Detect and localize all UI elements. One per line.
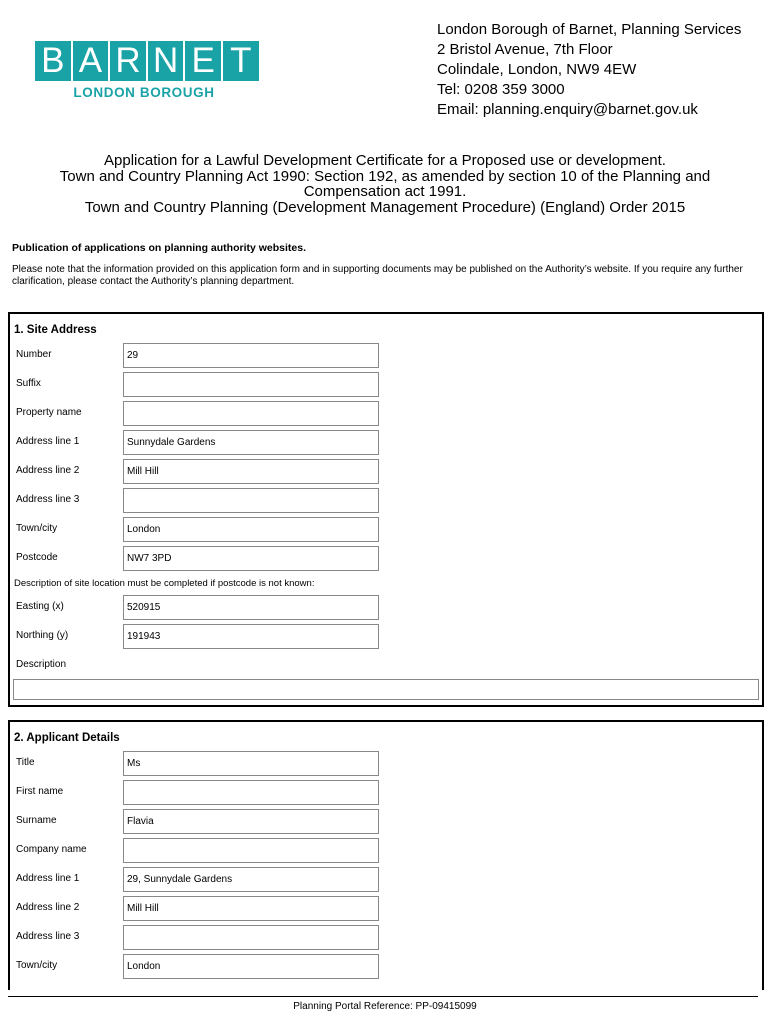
- field-label: Surname: [16, 815, 57, 826]
- field-label: Address line 2: [16, 902, 80, 913]
- field-label: Northing (y): [16, 630, 69, 641]
- applicant-address-line-1-field[interactable]: 29, Sunnydale Gardens: [123, 867, 379, 892]
- section-title: 2. Applicant Details: [14, 732, 120, 744]
- logo-letters: [35, 41, 259, 81]
- field-label: Address line 2: [16, 465, 80, 476]
- field-label: Town/city: [16, 523, 58, 534]
- address-line-3-field[interactable]: [123, 488, 379, 513]
- field-label: Description: [16, 659, 67, 670]
- applicant-details-section: [8, 720, 764, 990]
- section-title: 1. Site Address: [14, 324, 97, 336]
- logo-letter: N: [148, 41, 184, 81]
- field-label: Company name: [16, 844, 87, 855]
- logo-letter: R: [110, 41, 146, 81]
- northing-field[interactable]: 191943: [123, 624, 379, 649]
- title-field[interactable]: Ms: [123, 751, 379, 776]
- surname-field[interactable]: Flavia: [123, 809, 379, 834]
- address-phone: Tel: 0208 359 3000: [437, 81, 565, 98]
- logo-letter: B: [35, 41, 71, 81]
- field-row-address-line-1: [16, 867, 388, 892]
- council-address: [437, 20, 741, 120]
- field-label: Address line 1: [16, 436, 80, 447]
- address-line: Colindale, London, NW9 4EW: [437, 61, 637, 78]
- field-label: Postcode: [16, 552, 58, 563]
- field-row-town-city: [16, 954, 388, 979]
- field-row-address-line-3: [16, 488, 388, 513]
- publication-heading: Publication of applications on planning authority websites.: [12, 242, 307, 254]
- field-row-address-line-2: [16, 459, 388, 484]
- field-label: Address line 1: [16, 873, 80, 884]
- location-note: Description of site location must be completed if postcode is not known:: [14, 578, 315, 589]
- field-label: Address line 3: [16, 494, 80, 505]
- publication-text: Please note that the information provided on this application form and in supporting documents may be published on the Authority’s website. If you require any further clarification, please contact the Authority’s planning department.: [12, 264, 743, 287]
- first-name-field[interactable]: [123, 780, 379, 805]
- easting-field[interactable]: 520915: [123, 595, 379, 620]
- title-line: Town and Country Planning Act 1990: Section 192, as amended by section 10 of the Planning and: [59, 167, 711, 185]
- field-row-title: [16, 751, 388, 776]
- field-row-northing: [16, 624, 388, 649]
- applicant-address-line-2-field[interactable]: Mill Hill: [123, 896, 379, 921]
- field-label: Address line 3: [16, 931, 80, 942]
- title-line: Application for a Lawful Development Certificate for a Proposed use or development.: [104, 152, 666, 169]
- applicant-town-city-field[interactable]: London: [123, 954, 379, 979]
- property-name-field[interactable]: [123, 401, 379, 426]
- number-field[interactable]: 29: [123, 343, 379, 368]
- town-city-field[interactable]: London: [123, 517, 379, 542]
- barnet-logo: [35, 41, 259, 101]
- address-line: London Borough of Barnet, Planning Services: [437, 21, 742, 38]
- field-row-surname: [16, 809, 388, 834]
- logo-subtitle: LONDON BOROUGH: [73, 85, 215, 100]
- site-address-section: [8, 312, 764, 707]
- logo-letter: E: [185, 41, 221, 81]
- field-row-address-line-2: [16, 896, 388, 921]
- field-row-company-name: [16, 838, 388, 863]
- field-label: Property name: [16, 407, 82, 418]
- field-row-number: [16, 343, 388, 368]
- field-label: Town/city: [16, 960, 58, 971]
- field-label: Number: [16, 349, 52, 360]
- title-line: Compensation act 1991.: [303, 183, 467, 200]
- field-row-property-name: [16, 401, 388, 426]
- logo-letter: T: [223, 41, 259, 81]
- field-row-address-line-3: [16, 925, 388, 950]
- form-title: [30, 153, 740, 215]
- field-row-town-city: [16, 517, 388, 542]
- company-name-field[interactable]: [123, 838, 379, 863]
- suffix-field[interactable]: [123, 372, 379, 397]
- field-row-postcode: [16, 546, 388, 571]
- address-line: 2 Bristol Avenue, 7th Floor: [437, 41, 613, 58]
- portal-reference: Planning Portal Reference: PP-09415099: [293, 1001, 477, 1012]
- field-label: Suffix: [16, 378, 41, 389]
- title-line: Town and Country Planning (Development Management Procedure) (England) Order 2015: [84, 198, 686, 216]
- field-label: Easting (x): [16, 601, 64, 612]
- field-row-first-name: [16, 780, 388, 805]
- field-label: First name: [16, 786, 64, 797]
- description-field[interactable]: [13, 679, 759, 700]
- address-line-1-field[interactable]: Sunnydale Gardens: [123, 430, 379, 455]
- logo-letter: A: [73, 41, 109, 81]
- footer-divider: [8, 996, 758, 997]
- postcode-field[interactable]: NW7 3PD: [123, 546, 379, 571]
- applicant-address-line-3-field[interactable]: [123, 925, 379, 950]
- field-row-address-line-1: [16, 430, 388, 455]
- field-row-description: [16, 653, 388, 678]
- address-line-2-field[interactable]: Mill Hill: [123, 459, 379, 484]
- field-label: Title: [16, 757, 35, 768]
- field-row-suffix: [16, 372, 388, 397]
- address-email: Email: planning.enquiry@barnet.gov.uk: [437, 101, 698, 118]
- field-row-easting: [16, 595, 388, 620]
